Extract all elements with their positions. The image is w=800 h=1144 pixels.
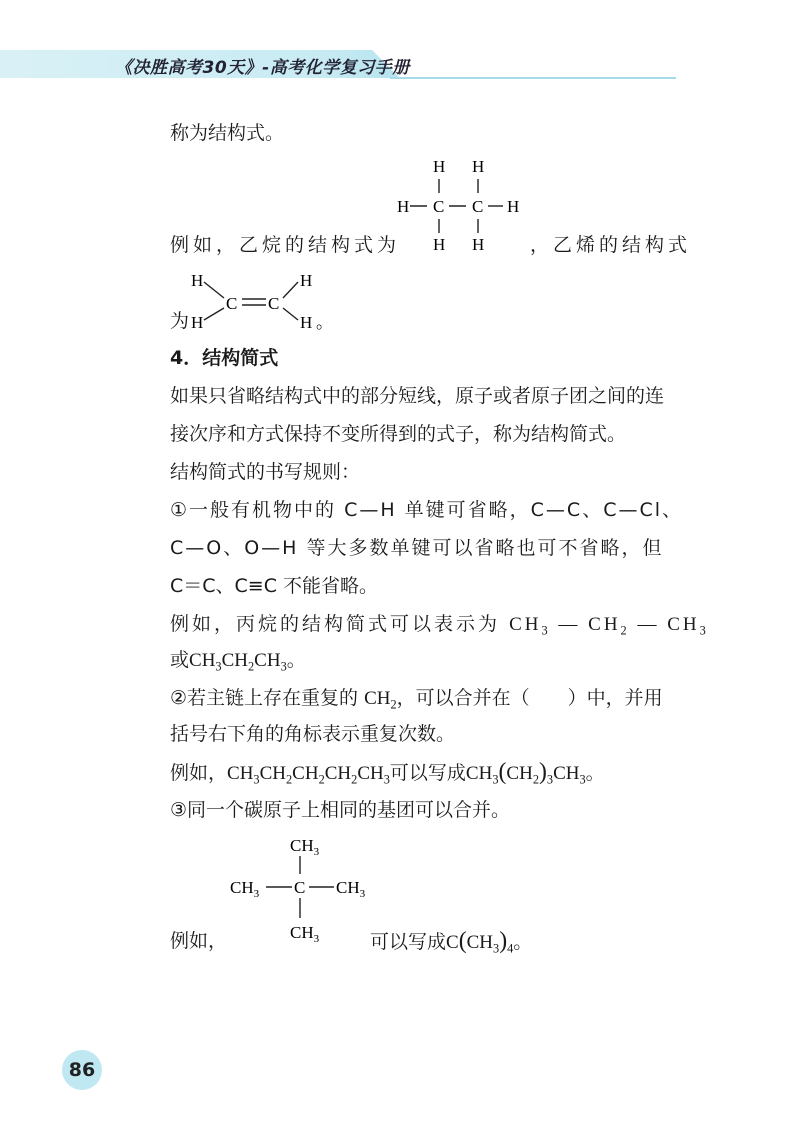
header-rule — [390, 77, 676, 79]
rule-3-example-suffix: 可以写成$C(CH_3)_4$。 — [370, 928, 533, 956]
ethane-structure — [395, 155, 530, 255]
atom-h: H — [191, 271, 204, 290]
definition-line-2: 接次序和方式保持不变所得到的式子，称为结构简式。 — [170, 423, 627, 445]
ethane-example-prefix: 例如，乙烷的结构式为 — [170, 234, 401, 256]
rule-1-line-3: C＝C、C≡C 不能省略。 — [170, 575, 379, 597]
atom-h: H — [472, 157, 485, 176]
propane-example-line — [170, 611, 709, 643]
atom-h: H — [191, 313, 204, 332]
atom-c: C — [226, 294, 238, 313]
rule-3: ③同一个碳原子上相同的基团可以合并。 — [170, 799, 511, 821]
neopentane-structure — [228, 832, 378, 944]
atom-h: H — [433, 157, 446, 176]
atom-c: C — [433, 197, 445, 216]
period: 。 — [316, 313, 333, 332]
propane-formula: $CH_3$ — $CH_2$ — $CH_3$ — [509, 614, 709, 638]
rule-3-example-prefix: 例如， — [170, 930, 228, 952]
propane-prefix: 例如，丙烷的结构简式可以表示为 — [170, 613, 501, 635]
ethene-example-suffix: ，乙烯的结构式 — [530, 234, 692, 256]
rules-title: 结构简式的书写规则： — [170, 461, 361, 483]
definition-line-1: 如果只省略结构式中的部分短线，原子或者原子团之间的连 — [170, 385, 665, 407]
rule-1-line-2: C—O、O—H 等大多数单键可以省略也可不省略，但 — [170, 537, 664, 559]
atom-h: H — [397, 197, 410, 216]
neopentane-condensed-formula: $C(CH_3)_4$ — [446, 928, 514, 956]
wei-text: 为 — [170, 310, 190, 332]
rule-2-line-2: 括号右下角的角标表示重复次数。 — [170, 723, 456, 745]
rule-2-line-1: ②若主链上存在重复的 $CH_2$，可以合并在（ ）中，并用 — [170, 687, 663, 712]
section-4-heading: 4．结构简式 — [170, 347, 279, 369]
pentane-condensed-formula: $CH_3(CH_2)_3CH_3$ — [465, 759, 586, 787]
text-line-1: 称为结构式。 — [170, 122, 285, 144]
propane-condensed-formula: $CH_3CH_2CH_3$ — [189, 650, 287, 674]
group-ch3-right: $CH_3$ — [336, 878, 366, 900]
rule-1-line-1: ①一般有机物中的 C—H 单键可省略，C—C、C—Cl、 — [170, 499, 684, 521]
header-title: 《决胜高考30天》-高考化学复习手册 — [115, 58, 410, 78]
atom-h: H — [433, 235, 446, 254]
ethene-structure — [190, 268, 340, 336]
atom-c: C — [294, 878, 306, 897]
ch2-formula: $CH_2$ — [364, 688, 397, 712]
atom-c: C — [268, 294, 280, 313]
atom-h: H — [300, 271, 313, 290]
atom-c: C — [472, 197, 484, 216]
propane-alt-line: 或$CH_3CH_2CH_3$。 — [170, 649, 306, 674]
group-ch3-top: $CH_3$ — [290, 836, 320, 858]
atom-h: H — [300, 313, 313, 332]
rule-2-example: 例如，$CH_3CH_2CH_2CH_2CH_3$可以写成$CH_3(CH_2)_3CH_3$。 — [170, 759, 605, 787]
group-ch3-left: $CH_3$ — [230, 878, 260, 900]
atom-h: H — [507, 197, 520, 216]
pentane-formula: $CH_3CH_2CH_2CH_2CH_3$ — [227, 763, 390, 787]
page-number: 86 — [62, 1050, 102, 1090]
atom-h: H — [472, 235, 485, 254]
group-ch3-bottom: $CH_3$ — [290, 923, 320, 944]
